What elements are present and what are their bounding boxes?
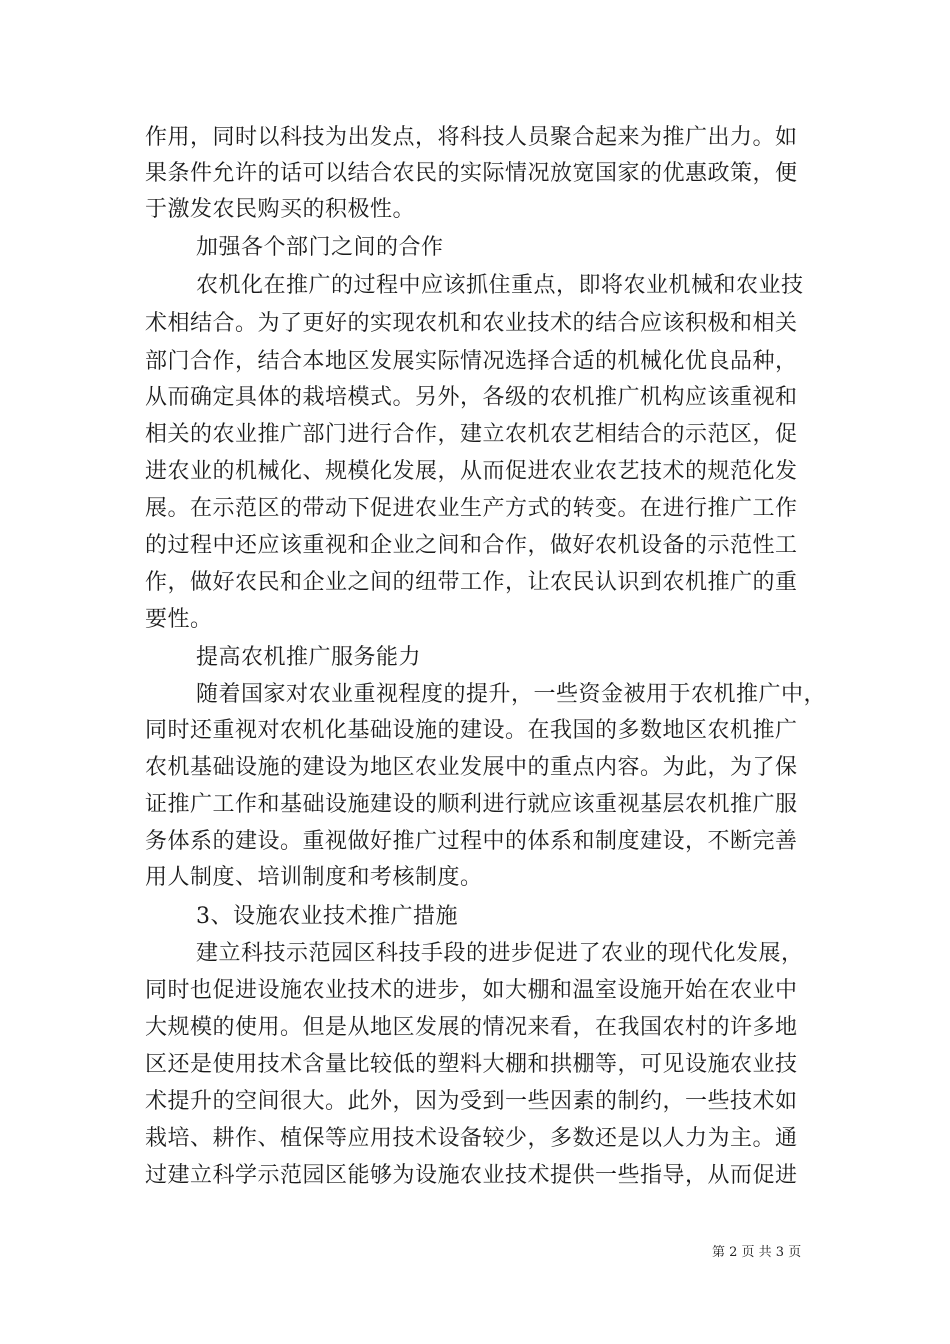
section-heading: 提高农机推广服务能力 — [196, 645, 422, 670]
text-line: 术相结合。为了更好的实现农机和农业技术的结合应该积极和相关 — [145, 311, 798, 336]
text-line: 区还是使用技术含量比较低的塑料大棚和拱棚等，可见设施农业技 — [145, 1052, 798, 1077]
text-line: 农机化在推广的过程中应该抓住重点，即将农业机械和农业技 — [196, 273, 804, 298]
text-line: 证推广工作和基础设施建设的顺利进行就应该重视基层农机推广服 — [145, 792, 798, 817]
text-line: 随着国家对农业重视程度的提升，一些资金被用于农机推广中， — [196, 682, 827, 707]
text-line: 同时还重视对农机化基础设施的建设。在我国的多数地区农机推广 — [145, 718, 798, 743]
text-line: 作用，同时以科技为出发点，将科技人员聚合起来为推广出力。如 — [145, 125, 798, 150]
text-line: 的过程中还应该重视和企业之间和合作，做好农机设备的示范性工 — [145, 533, 798, 558]
section-heading: 3、设施农业技术推广措施 — [196, 904, 458, 929]
text-line: 过建立科学示范园区能够为设施农业技术提供一些指导，从而促进 — [145, 1163, 798, 1188]
text-line: 农机基础设施的建设为地区农业发展中的重点内容。为此，为了保 — [145, 755, 798, 780]
text-line: 进农业的机械化、规模化发展，从而促进农业农艺技术的规范化发 — [145, 459, 798, 484]
text-line: 部门合作，结合本地区发展实际情况选择合适的机械化优良品种， — [145, 349, 798, 374]
text-line: 栽培、耕作、植保等应用技术设备较少，多数还是以人力为主。通 — [145, 1126, 798, 1151]
text-line: 要性。 — [145, 607, 213, 632]
text-line: 同时也促进设施农业技术的进步，如大棚和温室设施开始在农业中 — [145, 978, 798, 1003]
text-line: 果条件允许的话可以结合农民的实际情况放宽国家的优惠政策，便 — [145, 161, 798, 186]
text-line: 于激发农民购买的积极性。 — [145, 197, 416, 222]
text-line: 展。在示范区的带动下促进农业生产方式的转变。在进行推广工作 — [145, 496, 798, 521]
text-line: 相关的农业推广部门进行合作，建立农机农艺相结合的示范区，促 — [145, 422, 798, 447]
text-line: 建立科技示范园区科技手段的进步促进了农业的现代化发展， — [196, 941, 804, 966]
text-line: 术提升的空间很大。此外，因为受到一些因素的制约，一些技术如 — [145, 1089, 798, 1114]
text-line: 用人制度、培训制度和考核制度。 — [145, 865, 483, 890]
text-line: 大规模的使用。但是从地区发展的情况来看，在我国农村的许多地 — [145, 1015, 798, 1040]
text-line: 作，做好农民和企业之间的纽带工作，让农民认识到农机推广的重 — [145, 570, 798, 595]
section-heading: 加强各个部门之间的合作 — [196, 235, 444, 260]
text-line: 从而确定具体的栽培模式。另外，各级的农机推广机构应该重视和 — [145, 385, 798, 410]
page-number: 第 2 页 共 3 页 — [712, 1245, 802, 1260]
text-line: 务体系的建设。重视做好推广过程中的体系和制度建设，不断完善 — [145, 829, 798, 854]
